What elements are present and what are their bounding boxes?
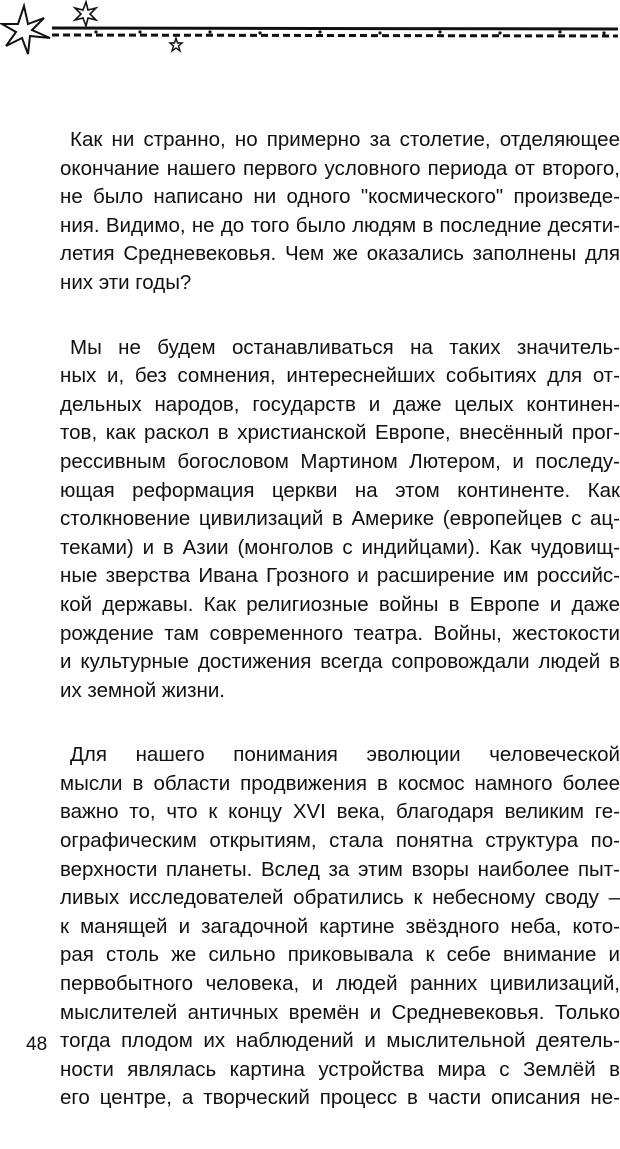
text-line: них эти годы? xyxy=(60,270,192,294)
text-line: ные зверства Ивана Грозного и расширение им российс- xyxy=(60,564,620,588)
text-line: рая столь же сильно приковывала к себе внимание и xyxy=(60,943,620,967)
text-line: Для нашего понимания эволюции человеческой xyxy=(70,743,620,767)
text-line: тогда плодом их наблюдений и мыслительной деятель- xyxy=(60,1029,620,1053)
starburst-dashed-rule-icon xyxy=(0,0,620,60)
paragraph xyxy=(60,334,620,706)
text-line: рождение там современного театра. Войны, жестокости xyxy=(60,621,620,645)
text-line: летия Средневековья. Чем же оказались заполнены для xyxy=(60,242,620,266)
text-line: мыслителей античных времён и Средневековья. Только xyxy=(60,1000,620,1024)
text-line: дельных народов, государств и даже целых континен- xyxy=(60,392,620,416)
text-line: его центре, а творческий процесс в части описания не- xyxy=(60,1086,620,1110)
paragraph xyxy=(60,126,620,298)
text-line: Мы не будем останавливаться на таких значитель- xyxy=(70,335,620,359)
text-line: ливых исследователей обратились к небесному своду – xyxy=(60,886,620,910)
text-line: их земной жизни. xyxy=(60,678,225,702)
page-number: 48 xyxy=(26,1034,48,1055)
paragraph xyxy=(60,741,620,1113)
text-line: рессивным богословом Мартином Лютером, и последу- xyxy=(60,449,620,473)
text-line: и культурные достижения всегда сопровождали людей в xyxy=(60,650,620,674)
text-line: ния. Видимо, не до того было людям в последние десяти- xyxy=(60,213,620,237)
text-line: ющая реформация церкви на этом континенте. Как xyxy=(60,478,620,502)
text-line: важно то, что к концу XVI века, благодаря великим ге- xyxy=(60,800,620,824)
text-line: мысли в области продвижения в космос намного более xyxy=(60,771,620,795)
text-line: ных и, без сомнения, интереснейших событиях для от- xyxy=(60,364,620,388)
text-line: ографическим открытиям, стала понятна структура по- xyxy=(60,829,620,853)
text-line: к манящей и загадочной картине звёздного неба, кото- xyxy=(60,914,620,938)
text-line: тов, как раскол в христианской Европе, внесённый прог- xyxy=(60,421,620,445)
text-line: окончание нашего первого условного периода от второго, xyxy=(60,156,620,180)
text-line: не было написано ни одного "космического" произведе- xyxy=(60,185,620,209)
text-line: кой державы. Как религиозные войны в Европе и даже xyxy=(60,592,620,616)
text-line: верхности планеты. Вслед за этим взоры наиболее пыт- xyxy=(60,857,620,881)
text-line: столкновение цивилизаций в Америке (европейцев с ац- xyxy=(60,507,620,531)
text-line: ности являлась картина устройства мира с Землёй в xyxy=(60,1057,620,1081)
text-line: Как ни странно, но примерно за столетие, отделяющее xyxy=(70,128,620,151)
text-line: первобытного человека, и людей ранних цивилизаций, xyxy=(60,972,620,996)
body-text xyxy=(60,126,620,1149)
text-line: теками) и в Азии (монголов с индийцами). Как чудовищ- xyxy=(60,535,620,559)
